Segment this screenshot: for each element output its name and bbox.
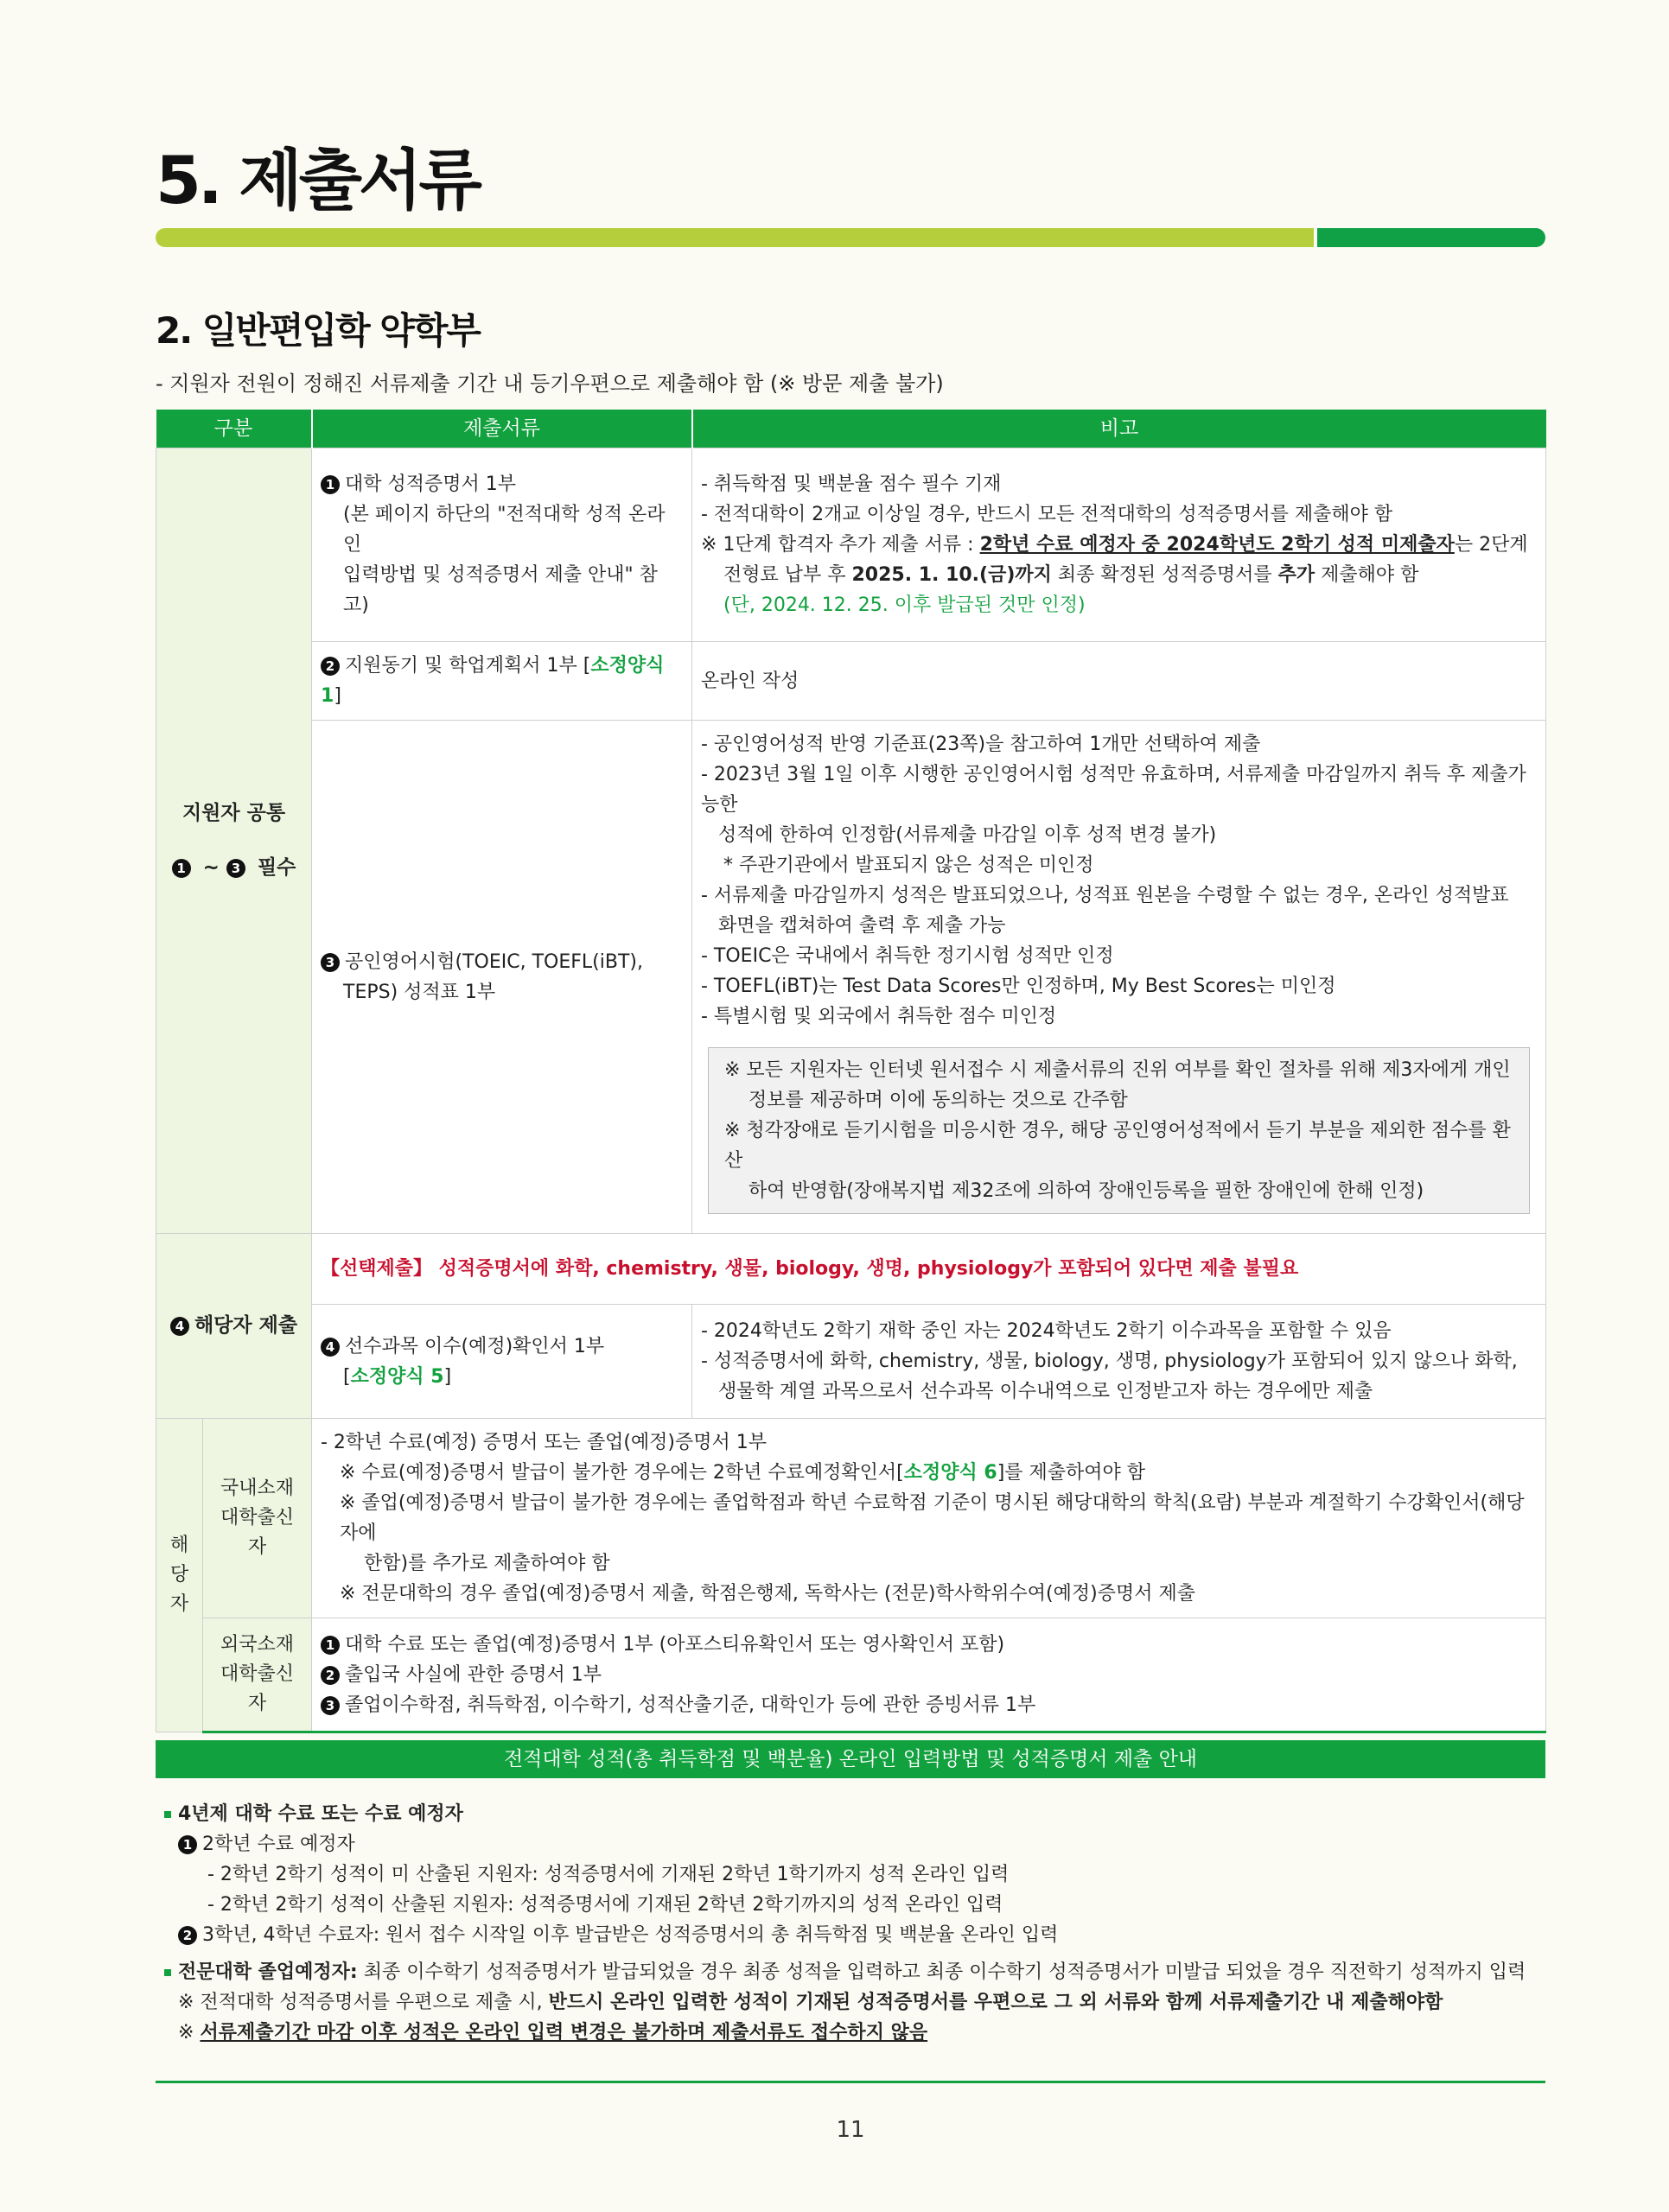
table-row (156, 1234, 1546, 1305)
intro-text: - 지원자 전원이 정해진 서류제출 기간 내 등기우편으로 제출해야 함 (※ 방문 제출 불가) (156, 372, 944, 396)
table-row (156, 448, 1546, 642)
number-1-icon: 1 (172, 859, 191, 878)
category-target-vertical: 해 당 자 (156, 1419, 203, 1732)
title-divider-green (1317, 228, 1545, 247)
note-transcript: - 취득학점 및 백분율 점수 필수 기재 - 전적대학이 2개교 이상일 경우, 반드시 모든 전적대학의 성적증명서를 제출해야 함 ※ 1단계 합격자 추가 제출 서류 : 2학년 수료 예정자 중 2024학년도 2학기 성적 미제출자는 2단계 전형료 납부 후 2025. 1. 10.(금)까지 최종 확정된 성적증명서를 추가 제출해야 함 (단, 2024. 12. 25. 이후 발급된 것만 인정) (692, 448, 1546, 642)
selective-submission-note: 【선택제출】 성적증명서에 화학, chemistry, 생물, biology, 생명, physiology가 포함되어 있다면 제출 불필요 (312, 1234, 1546, 1305)
header-documents: 제출서류 (312, 410, 692, 448)
note-foreign: 1 대학 수료 또는 졸업(예정)증명서 1부 (아포스티유확인서 또는 영사확인서 포함) 2 출입국 사실에 관한 증명서 1부 3 졸업이수학점, 취득학점, 이수학기, 성적산출기준, 대학인가 등에 관한 증빙서류 1부 (312, 1618, 1546, 1732)
guide-bottom-line (156, 2081, 1545, 2083)
number-1-icon: 1 (321, 1636, 340, 1655)
page-title: 5. 제출서류 (156, 142, 479, 219)
number-1-icon: 1 (321, 475, 340, 494)
note-domestic: - 2학년 수료(예정) 증명서 또는 졸업(예정)증명서 1부 ※ 수료(예정)증명서 발급이 불가한 경우에는 2학년 수료예정확인서[소정양식 6]를 제출하여야 함 ※ 졸업(예정)증명서 발급이 불가한 경우에는 졸업학점과 학년 수료학점 기준이 명시된 해당대학의 학칙(요람) 부분과 계절학기 수강확인서(해당자에 한함)를 추가로 제출하여야 함 ※ 전문대학의 경우 졸업(예정)증명서 제출, 학점은행제, 독학사는 (전문)학사학위수여(예정)증명서 제출 (312, 1419, 1546, 1618)
category-foreign: 외국소재 대학출신자 (203, 1618, 312, 1732)
square-bullet-icon (164, 1811, 171, 1818)
number-1-icon: 1 (178, 1835, 197, 1854)
section-title: 2. 일반편입학 약학부 (156, 309, 480, 352)
note-study-plan: 온라인 작성 (692, 642, 1546, 721)
guide-heading: 전적대학 성적(총 취득학점 및 백분율) 온라인 입력방법 및 성적증명서 제출 안내 (156, 1740, 1545, 1778)
number-2-icon: 2 (321, 1666, 340, 1685)
doc-study-plan: 2 지원동기 및 학업계획서 1부 [소정양식 1] (312, 642, 692, 721)
doc-english-test: 3 공인영어시험(TOEIC, TOEFL(iBT), TEPS) 성적표 1부 (312, 721, 692, 1234)
category-common-label: 지원자 공통 (182, 802, 286, 824)
number-3-icon: 3 (226, 859, 245, 878)
header-category: 구분 (156, 410, 312, 448)
header-notes: 비고 (692, 410, 1546, 448)
page-number: 11 (836, 2117, 865, 2143)
number-2-icon: 2 (178, 1926, 197, 1945)
doc-prerequisite: 4 선수과목 이수(예정)확인서 1부 [소정양식 5] (312, 1305, 692, 1419)
category-applicable: 4 해당자 제출 (156, 1234, 312, 1419)
number-3-icon: 3 (321, 1696, 340, 1715)
table-header-row (156, 410, 1546, 448)
number-4-icon: 4 (170, 1317, 189, 1336)
documents-table (156, 410, 1546, 1733)
note-prerequisite: - 2024학년도 2학기 재학 중인 자는 2024학년도 2학기 이수과목을 포함할 수 있음 - 성적증명서에 화학, chemistry, 생물, biology, 생명, physiology가 포함되어 있지 않으나 화학, 생물학 계열 과목으로서 선수과목 이수내역으로 인정받고자 하는 경우에만 제출 (692, 1305, 1546, 1419)
table-row (156, 721, 1546, 1234)
category-domestic: 국내소재 대학출신자 (203, 1419, 312, 1618)
category-common-required: 1 ~ 3 필수 (165, 853, 303, 883)
category-common (156, 448, 312, 1234)
doc-transcript: 1 대학 성적증명서 1부 (본 페이지 하단의 "전적대학 성적 온라인 입력방법 및 성적증명서 제출 안내" 참고) (312, 448, 692, 642)
number-4-icon: 4 (321, 1338, 340, 1357)
number-2-icon: 2 (321, 657, 340, 676)
guide-body: 4년제 대학 수료 또는 수료 예정자 1 2학년 수료 예정자 - 2학년 2학기 성적이 미 산출된 지원자: 성적증명서에 기재된 2학년 1학기까지 성적 온라인 입력 - 2학년 2학기 성적이 산출된 지원자: 성적증명서에 기재된 2학년 2학기까지의 성적 온라인 입력 2 3학년, 4학년 수료자: 원서 접수 시작일 이후 발급받은 성적증명서의 총 취득학점 및 백분율 온라인 입력 전문대학 졸업예정자: 최종 이수학기 성적증명서가 발급되었을 경우 최종 성적을 입력하고 최종 이수학기 성적증명서가 미발급 되었을 경우 직전학기 성적까지 입력 ※ 전적대학 성적증명서를 우편으로 제출 시, 반드시 온라인 입력한 성적이 기재된 성적증명서를 우편으로 그 외 서류와 함께 서류제출기간 내 제출해야함 ※ 서류제출기간 마감 이후 성적은 온라인 입력 변경은 불가하며 제출서류도 접수하지 않음 (164, 1799, 1538, 2048)
table-row (156, 1618, 1546, 1732)
consent-notice-box: ※ 모든 지원자는 인터넷 원서접수 시 제출서류의 진위 여부를 확인 절차를 위해 제3자에게 개인 정보를 제공하며 이에 동의하는 것으로 간주함 ※ 청각장애로 듣기시험을 미응시한 경우, 해당 공인영어성적에서 듣기 부분을 제외한 점수를 환산 하여 반영함(장애복지법 제32조에 의하여 장애인등록을 필한 장애인에 한해 인정) (708, 1047, 1530, 1214)
note-english-test: - 공인영어성적 반영 기준표(23쪽)을 참고하여 1개만 선택하여 제출 - 2023년 3월 1일 이후 시행한 공인영어시험 성적만 유효하며, 서류제출 마감일까지 취득 후 제출가능한 성적에 한하여 인정함(서류제출 마감일 이후 성적 변경 불가) * 주관기관에서 발표되지 않은 성적은 미인정 - 서류제출 마감일까지 성적은 발표되었으나, 성적표 원본을 수령할 수 없는 경우, 온라인 성적발표 화면을 캡쳐하여 출력 후 제출 가능 - TOEIC은 국내에서 취득한 정기시험 성적만 인정 - TOEFL(iBT)는 Test Data Scores만 인정하며, My Best Scores는 미인정 - 특별시험 및 외국에서 취득한 점수 미인정 ※ 모든 지원자는 인터넷 원서접수 시 제출서류의 진위 여부를 확인 절차를 위해 제3자에게 개인 정보를 제공하며 이에 동의하는 것으로 간주함 ※ 청각장애로 듣기시험을 미응시한 경우, 해당 공인영어성적에서 듣기 부분을 제외한 점수를 환산 하여 반영함(장애복지법 제32조에 의하여 장애인등록을 필한 장애인에 한해 인정) (692, 721, 1546, 1234)
table-row (156, 1305, 1546, 1419)
title-divider-lime (156, 228, 1314, 247)
square-bullet-icon (164, 1969, 171, 1976)
title-divider (156, 228, 1545, 247)
table-row (156, 642, 1546, 721)
table-row (156, 1419, 1546, 1618)
number-3-icon: 3 (321, 953, 340, 972)
